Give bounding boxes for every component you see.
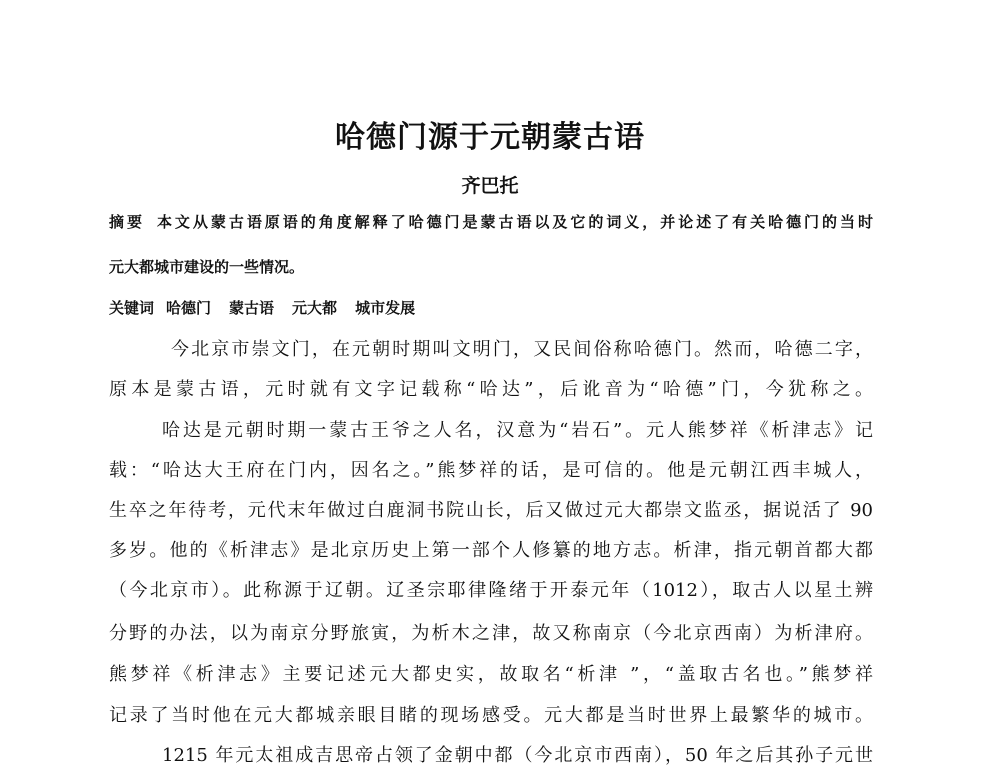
body-text-line: 记录了当时他在元大都城亲眼目睹的现场感受。元大都是当时世界上最繁华的城市。 bbox=[109, 705, 873, 726]
keyword: 城市发展 bbox=[355, 299, 416, 317]
abstract-label: 摘要 bbox=[109, 213, 145, 231]
body-text-line: 生卒之年待考，元代末年做过白鹿洞书院山长，后又做过元大都崇文监丞，据说活了 90 bbox=[109, 500, 873, 521]
body-text-line: 多岁。他的《析津志》是北京历史上第一部个人修纂的地方志。析津，指元朝首都大都 bbox=[109, 540, 873, 561]
keyword: 蒙古语 bbox=[229, 299, 275, 317]
body-text-line: 今北京市崇文门，在元朝时期叫文明门，又民间俗称哈德门。然而，哈德二字， bbox=[171, 339, 873, 360]
body-text-line: 原本是蒙古语，元时就有文字记载称“哈达”，后讹音为“哈德”门，今犹称之。 bbox=[109, 379, 873, 400]
body-text-line: 载：“哈达大王府在门内，因名之。”熊梦祥的话，是可信的。他是元朝江西丰城人， bbox=[109, 460, 873, 481]
article-author: 齐巴托 bbox=[461, 175, 519, 197]
abstract-line: 元大都城市建设的一些情况。 bbox=[109, 258, 305, 276]
body-text-line: 分野的办法，以为南京分野旅寅，为析木之津，故又称南京（今北京西南）为析津府。 bbox=[109, 623, 873, 644]
keywords-line bbox=[109, 298, 873, 318]
abstract-line bbox=[109, 212, 873, 232]
keyword: 哈德门 bbox=[166, 299, 212, 317]
body-text-line: （今北京市）。此称源于辽朝。辽圣宗耶律隆绪于开泰元年（1012），取古人以星土辨 bbox=[109, 580, 873, 601]
body-text-line: 熊梦祥《析津志》主要记述元大都史实，故取名“析津 ”，“盖取古名也。”熊梦祥 bbox=[109, 664, 873, 685]
abstract-text: 本文从蒙古语原语的角度解释了哈德门是蒙古语以及它的词义，并论述了有关哈德门的当时 bbox=[156, 213, 873, 231]
article-title: 哈德门源于元朝蒙古语 bbox=[335, 120, 645, 155]
body-text-line: 哈达是元朝时期一蒙古王爷之人名，汉意为“岩石”。元人熊梦祥《析津志》记 bbox=[162, 420, 873, 441]
body-text-line: 1215 年元太祖成吉思帝占领了金朝中都（今北京市西南），50 年之后其孙子元世 bbox=[162, 745, 873, 766]
keyword: 元大都 bbox=[292, 299, 338, 317]
keywords-label: 关键词 bbox=[109, 299, 155, 317]
